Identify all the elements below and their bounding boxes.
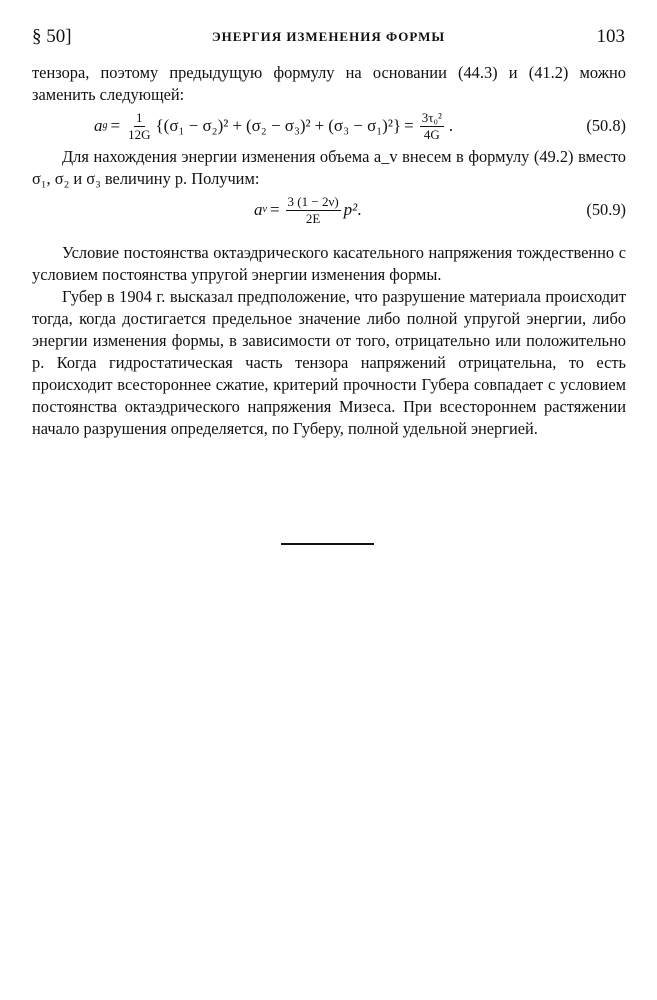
eq2-fraction bbox=[286, 195, 341, 226]
equation-50-8-expression bbox=[94, 106, 453, 146]
paragraph-1: тензора, поэтому предыдущую формулу на основании (44.3) и (41.2) можно заменить следующей: bbox=[32, 63, 626, 104]
eq1-lhs: a bbox=[94, 116, 103, 135]
eq1-brace-close: } bbox=[392, 116, 402, 135]
eq1-fraction-2 bbox=[420, 111, 444, 142]
equation-50-8 bbox=[32, 106, 626, 146]
eq2-dot: . bbox=[357, 200, 362, 219]
eq1-equals-2: = bbox=[404, 116, 414, 135]
running-title: ЭНЕРГИЯ ИЗМЕНЕНИЯ ФОРМЫ bbox=[211, 29, 446, 44]
eq1-fraction-2-denominator: 4G bbox=[423, 126, 440, 142]
section-ref: § 50] bbox=[32, 26, 72, 47]
end-rule bbox=[281, 543, 374, 545]
eq1-fraction-1 bbox=[126, 111, 152, 142]
eq1-term-1: (σ₁ − σ₂)² bbox=[163, 116, 229, 135]
eq1-dot: . bbox=[448, 116, 454, 135]
eq1-plus-1: + bbox=[232, 116, 242, 135]
eq1-plus-2: + bbox=[314, 116, 325, 135]
paragraph-3: Условие постоянства октаэдрического касательного напряжения тождественно с условием постоянства упругой энергии изменения формы. bbox=[32, 243, 626, 284]
eq2-lhs: a bbox=[254, 200, 263, 219]
eq1-brace-open: { bbox=[155, 116, 164, 135]
text-body bbox=[32, 62, 626, 440]
eq1-fraction-2-numerator: 3τ₀² bbox=[421, 109, 442, 125]
eq1-equals: = bbox=[110, 116, 121, 135]
eq1-term-2: (σ₂ − σ₃)² bbox=[245, 116, 311, 135]
eq1-term-3: (σ₃ − σ₁)² bbox=[328, 116, 393, 135]
paragraph-4: Губер в 1904 г. высказал предположение, что разрушение материала происходит тогда, когда достигается предельное значение либо полной упругой энергии, либо энергии изменения формы, в зависимости от того, отрицательно или положительно p. Когда гидростатическая часть тензора напряжений отрицательна, то есть происходит всестороннее сжатие, критерий прочности Губера совпадает с условием постоянства октаэдрического напряжения Мизеса. При всестороннем растяжении начало разрушения определяется, по Губеру, полной удельной энергией. bbox=[32, 287, 626, 438]
eq2-rhs: p² bbox=[343, 200, 358, 219]
eq2-lhs-sub: v bbox=[262, 204, 267, 215]
equation-number-50-8: (50.8) bbox=[586, 116, 626, 135]
eq2-fraction-denominator: 2E bbox=[305, 210, 321, 226]
equation-50-9 bbox=[32, 190, 626, 230]
paragraph-2: Для нахождения энергии изменения объема a_v внесем в формулу (49.2) вместо σ₁, σ₂ и σ₃ величину p. Получим: bbox=[32, 147, 626, 188]
equation-number-50-9: (50.9) bbox=[586, 200, 626, 219]
running-header bbox=[32, 26, 625, 54]
equation-50-9-expression bbox=[254, 190, 362, 230]
eq1-fraction-1-numerator: 1 bbox=[136, 109, 143, 125]
eq2-fraction-numerator: 3 (1 − 2ν) bbox=[287, 193, 339, 209]
eq1-fraction-1-denominator: 12G bbox=[128, 126, 151, 142]
eq2-equals: = bbox=[269, 200, 280, 219]
page-number: 103 bbox=[596, 26, 625, 47]
eq1-lhs-sub: g bbox=[102, 120, 108, 131]
